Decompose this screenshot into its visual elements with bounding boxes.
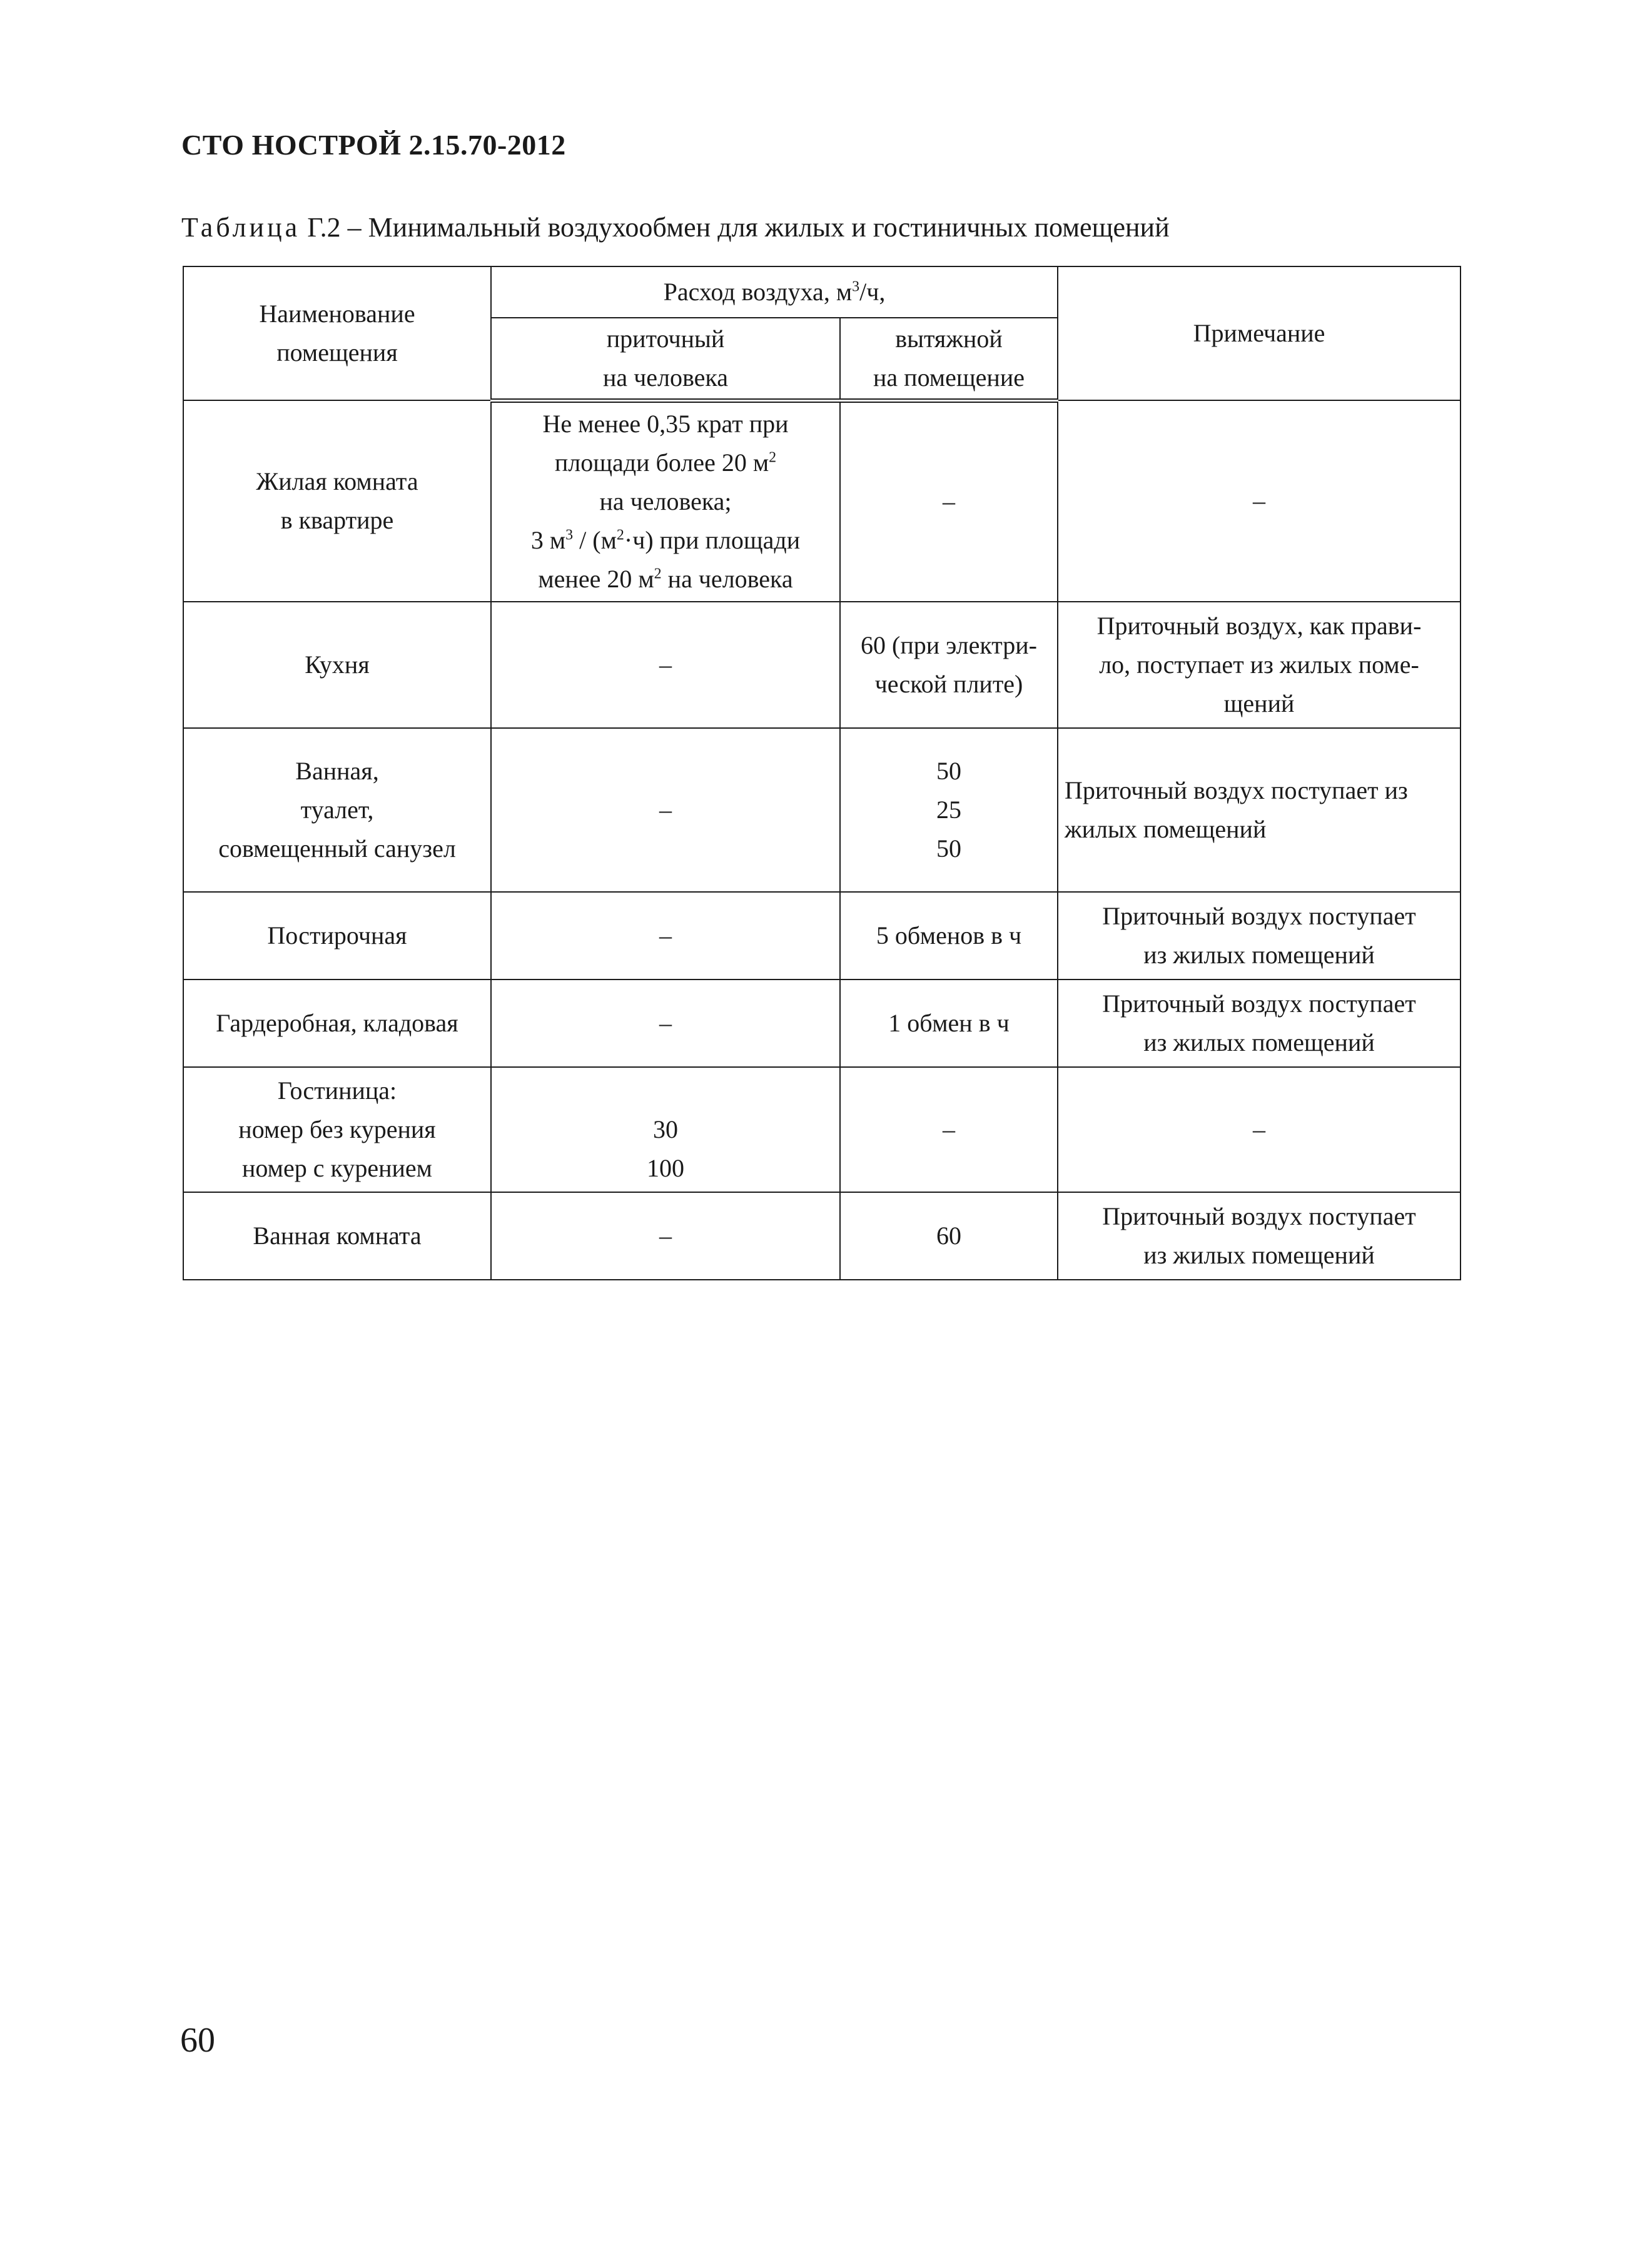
cell-text: из жилых помещений (1143, 1028, 1375, 1056)
cell-text: из жилых помещений (1143, 1241, 1375, 1269)
cell-supply (491, 400, 840, 602)
cell-text: на человека; (599, 487, 732, 516)
table-caption-text: Г.2 – Минимальный воздухообмен для жилых и гостиничных помещений (307, 212, 1170, 243)
cell-exhaust (840, 1192, 1058, 1280)
cell-note (1058, 602, 1460, 728)
cell-text: в квартире (280, 506, 394, 534)
cell-text: Приточный воздух поступает (1102, 990, 1416, 1018)
cell-room (183, 892, 491, 980)
header-exhaust-line: на помещение (873, 363, 1025, 392)
cell-text: – (1253, 487, 1265, 515)
air-exchange-table (183, 266, 1461, 1280)
cell-text: ческой плите) (874, 670, 1023, 698)
document-code: СТО НОСТРОЙ 2.15.70-2012 (181, 129, 566, 161)
cell-text: Кухня (305, 651, 370, 679)
cell-text: Приточный воздух поступает из (1065, 776, 1408, 804)
table-row (183, 602, 1460, 728)
cell-text: 50 (936, 757, 961, 785)
cell-text: – (943, 487, 955, 516)
cell-exhaust (840, 728, 1058, 892)
header-note-text: Примечание (1193, 319, 1325, 347)
cell-text: – (659, 921, 672, 949)
cell-text: Приточный воздух поступает (1102, 1202, 1416, 1230)
cell-text: площади более 20 м (554, 448, 769, 477)
header-airflow-text: Расход воздуха, м (663, 278, 853, 306)
cell-note (1058, 728, 1460, 892)
header-supply-line: на человека (603, 363, 728, 392)
cell-text: 25 (936, 796, 961, 824)
cell-text: Приточный воздух, как прави- (1096, 612, 1422, 640)
cell-text: 5 обменов в ч (876, 921, 1022, 949)
cell-text: 100 (647, 1154, 684, 1182)
cell-text: / (м (573, 526, 617, 555)
superscript: 2 (616, 527, 624, 544)
cell-exhaust (840, 602, 1058, 728)
cell-room (183, 980, 491, 1067)
cell-text: совмещенный санузел (218, 834, 456, 863)
header-supply-line: приточный (606, 324, 725, 353)
cell-text: Постирочная (267, 921, 407, 949)
cell-text: – (659, 1222, 672, 1250)
cell-supply (491, 1192, 840, 1280)
cell-text: 60 (при электри- (861, 631, 1037, 659)
cell-exhaust (840, 400, 1058, 602)
cell-text: на человека (667, 565, 793, 594)
table-row (183, 1192, 1460, 1280)
header-room-line: помещения (276, 338, 398, 367)
table-caption-label: Таблица (181, 212, 301, 243)
cell-text: жилых помещений (1065, 815, 1267, 843)
cell-text: – (659, 796, 672, 824)
cell-text: 60 (936, 1222, 961, 1250)
table-row (183, 728, 1460, 892)
cell-text: – (943, 1115, 955, 1143)
cell-exhaust (840, 1067, 1058, 1192)
cell-text: Не менее 0,35 крат при (542, 410, 789, 438)
cell-text: 1 обмен в ч (888, 1009, 1010, 1037)
table-row (183, 980, 1460, 1067)
cell-room (183, 602, 491, 728)
cell-text: Гардеробная, кладовая (216, 1009, 458, 1037)
superscript: 3 (565, 527, 574, 544)
cell-note (1058, 892, 1460, 980)
header-airflow-sup: 3 (852, 278, 860, 295)
cell-text: Жилая комната (256, 467, 418, 495)
cell-supply (491, 980, 840, 1067)
cell-text: Приточный воздух поступает (1102, 902, 1416, 930)
header-room-line: Наименование (259, 300, 415, 328)
cell-note (1058, 400, 1460, 602)
cell-supply (491, 728, 840, 892)
cell-text: менее 20 м (538, 565, 654, 594)
page-number: 60 (180, 2021, 215, 2060)
cell-text: номер с курением (242, 1154, 432, 1182)
cell-room (183, 728, 491, 892)
table-row (183, 892, 1460, 980)
superscript: 2 (769, 449, 777, 466)
header-airflow (491, 266, 1058, 318)
header-exhaust-line: вытяжной (895, 324, 1003, 353)
header-room (183, 266, 491, 400)
header-exhaust (840, 318, 1058, 400)
cell-supply (491, 892, 840, 980)
cell-exhaust (840, 892, 1058, 980)
cell-exhaust (840, 980, 1058, 1067)
cell-text: Гостиница: (277, 1076, 397, 1105)
cell-text: 50 (936, 834, 961, 863)
cell-text: ·ч) при площади (624, 526, 801, 555)
cell-note (1058, 980, 1460, 1067)
cell-text: туалет, (300, 796, 374, 824)
cell-text: – (1253, 1115, 1265, 1143)
cell-note (1058, 1067, 1460, 1192)
header-note (1058, 266, 1460, 400)
header-supply (491, 318, 840, 400)
cell-text: 3 м (530, 526, 566, 555)
header-airflow-tail: /ч, (859, 278, 886, 306)
cell-text: номер без курения (238, 1115, 436, 1143)
table-row (183, 1067, 1460, 1192)
cell-text: щений (1223, 689, 1295, 717)
cell-supply (491, 1067, 840, 1192)
cell-room (183, 400, 491, 602)
superscript: 2 (654, 565, 662, 582)
table-row (183, 400, 1460, 602)
cell-note (1058, 1192, 1460, 1280)
cell-room (183, 1192, 491, 1280)
cell-text: 30 (653, 1115, 678, 1143)
cell-supply (491, 602, 840, 728)
cell-text: из жилых помещений (1143, 941, 1375, 969)
cell-text: – (659, 651, 672, 679)
cell-text: Ванная комната (253, 1222, 422, 1250)
cell-text: ло, поступает из жилых поме- (1099, 651, 1419, 679)
cell-text: Ванная, (295, 757, 379, 785)
table-caption (181, 211, 1170, 243)
cell-text: – (659, 1009, 672, 1037)
cell-room (183, 1067, 491, 1192)
